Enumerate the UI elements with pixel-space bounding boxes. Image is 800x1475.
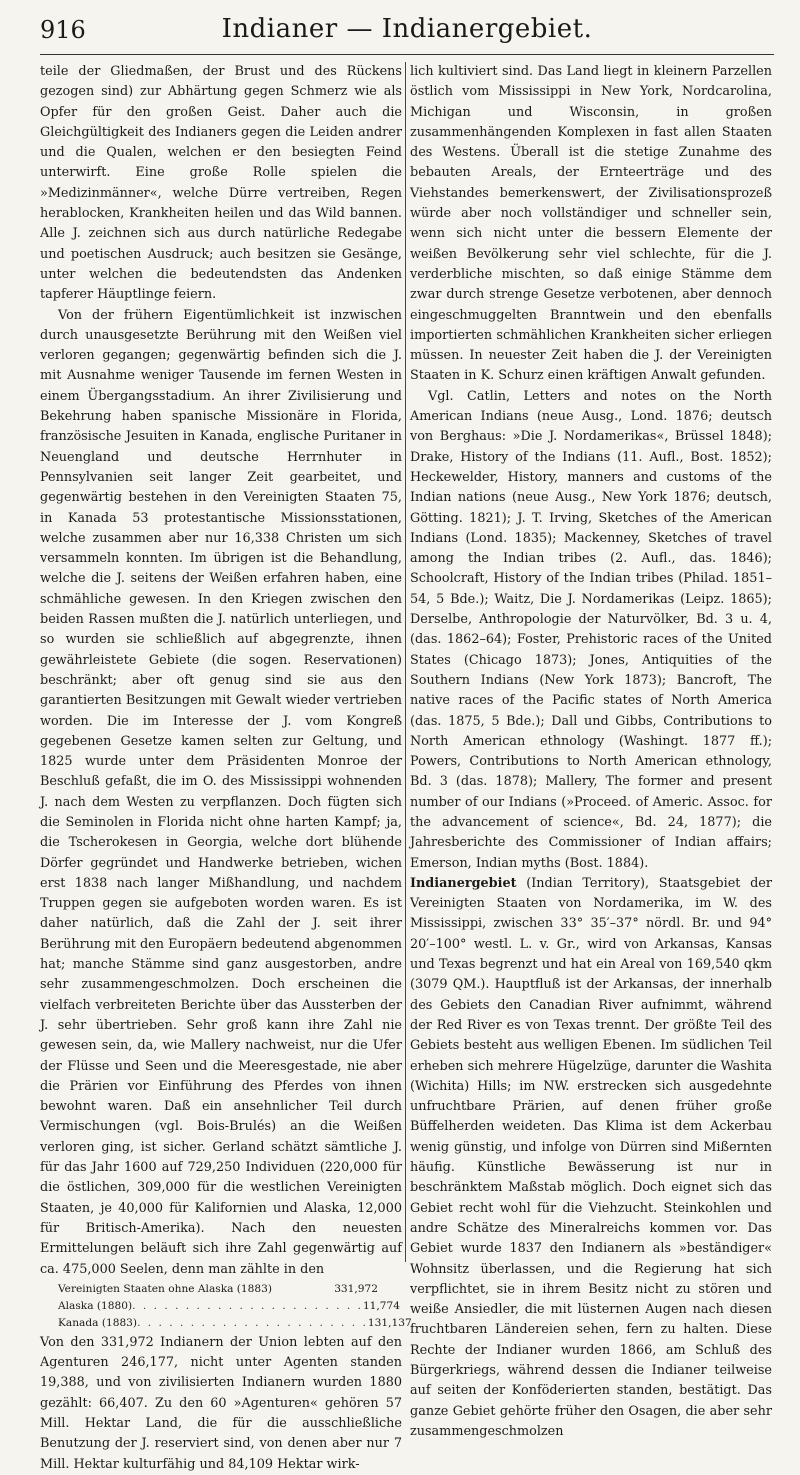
population-value: 331,972: [334, 1282, 378, 1295]
population-region: Alaska (1880): [58, 1299, 133, 1312]
population-row: [58, 1281, 378, 1298]
population-region: Kanada (1883): [58, 1316, 138, 1329]
left-column: [40, 62, 412, 1472]
population-table: [58, 1281, 412, 1332]
running-head: Indianer — Indianergebiet.: [221, 14, 593, 44]
paragraph-rituals: teile der Gliedmaßen, der Brust und des Rückens gezogen sind) zur Abhärtung gegen Schmerz wie als Opfer für den großen Geist. Daher auch die Gleichgültigkeit des Indianers gegen die Leiden andrer und die Qualen, welchen er den besiegten Feind unterwirft. Eine große Rolle spielen die »Medizinmänner«, welche Dürre vertreiben, Regen herablocken, Krankheiten heilen und das Wild bannen. Alle J. zeichnen sich aus durch natürliche Redegabe und poetischen Ausdruck; auch besitzen sie Gesänge, unter welchen die bedeutendsten das Andenken tapferer Häuptlinge feiern.: [40, 64, 402, 303]
entry-body: (Indian Territory), Staatsgebiet der Vereinigten Staaten von Nordamerika, im W. des Mississippi, zwischen 33° 35′–37° nördl. Br. und 94° 20′–100° westl. L. v. Gr., wird von Arkansas, Kansas und Texas begrenzt und hat ein Areal von 169,540 qkm (3079 QM.). Hauptfluß ist der Arkansas, der innerhalb des Gebiets den Canadian River aufnimmt, während der Red River es von Texas trennt. Der größte Teil des Gebiets besteht aus welligen Ebenen. Im südlichen Teil erheben sich mehrere Hügelzüge, darunter die Washita (Wichita) Hills; im NW. erstrecken sich ausgedehnte unfruchtbare Prärien, auf denen früher große Büffelherden weideten. Das Klima ist dem Ackerbau wenig günstig, und infolge von Dürren sind Mißernten häufig. Künstliche Bewässerung ist nur in beschränktem Maßstab möglich. Doch eignet sich das Gebiet recht wohl für die Viehzucht. Steinkohlen und andre Schätze des Mineralreichs kommen vor. Das Gebiet wurde 1837 den Indianern als »beständiger« Wohnsitz überlassen, und die Regierung hat sich verpflichtet, sie in ihrem Besitz nicht zu stören und weiße Ansiedler, die mit lüsternen Augen nach diesen fruchtbaren Ländereien sehen, fern zu halten. Diese Rechte der Indianer wurden 1866, am Schluß des Bürgerkriegs, während dessen die Indianer teilweise auf seiten der Konföderierten standen, bestätigt. Das ganze Gebiet gehörte früher den Osagen, die aber sehr zusammengeschmolzen: [410, 875, 772, 1439]
column-divider: [405, 62, 406, 1262]
leader-dots: . . . . . . . . . . . . . . . . . . . . . .: [137, 1316, 368, 1329]
population-row: [58, 1315, 412, 1332]
population-value: 11,774: [362, 1299, 401, 1312]
paragraph-bibliography: Vgl. Catlin, Letters and notes on the North American Indians (neue Ausg., Lond. 1876; deutsch von Berghaus: »Die J. Nordamerikas«, Brüssel 1848); Drake, History of the Indians (11. Aufl., Bost. 1852); Heckewelder, History, manners and customs of the Indian nations (neue Ausg., New York 1876; deutsch, Götting. 1821); J. T. Irving, Sketches of the American Indians (Lond. 1835); Mackenney, Sketches of travel among the Indian tribes (2. Aufl., das. 1846); Schoolcraft, History of the Indian tribes (Philad. 1851–54, 5 Bde.); Waitz, Die J. Nordamerikas (Leipz. 1865); Derselbe, Anthropologie der Naturvölker, Bd. 3 u. 4, (das. 1862–64); Foster, Prehistoric races of the United States (Chicago 1873); Jones, Antiquities of the Southern Indians (New York 1873); Bancroft, The native races of the Pacific states of North America (das. 1875, 5 Bde.); Dall und Gibbs, Contributions to North American ethnology (Washingt. 1877 ff.); Powers, Contributions to North American ethnology, Bd. 3 (das. 1878); Mallery, The former and present number of our Indians (»Proceed. of Americ. Assoc. for the advancement of science«, Bd. 24, 1877); die Jahresberichte des Commissioner of Indian affairs; Emerson, Indian myths (Bost. 1884).: [410, 388, 772, 871]
right-column: [410, 62, 772, 1439]
leader-dots: [272, 1281, 334, 1298]
population-value: 131,137: [367, 1316, 412, 1329]
paragraph-agencies: Von den 331,972 Indianern der Union lebten auf den Agenturen 246,177, nicht unter Agenten standen 19,388, und von zivilisierten Indianern wurden 1880 gezählt: 66,407. Zu den 60 »Agenturen« gehören 57 Mill. Hektar Land, die für die ausschließliche Benutzung der J. reserviert sind, von denen aber nur 7 Mill. Hektar kulturfähig und 84,109 Hektar wirk-: [40, 1334, 402, 1472]
leader-dots: . . . . . . . . . . . . . . . . . . . . . .: [132, 1299, 363, 1312]
population-region: Vereinigten Staaten ohne Alaska (1883): [58, 1282, 273, 1295]
page-number: 916: [40, 16, 86, 44]
page-header: [40, 10, 774, 55]
entry-headword: Indianergebiet: [410, 875, 517, 891]
entry-indianergebiet: [410, 874, 772, 1442]
paragraph-cultivation: lich kultiviert sind. Das Land liegt in kleinern Parzellen östlich vom Mississippi in New York, Nordcarolina, Michigan und Wisconsin, in großen zusammenhängenden Komplexen in fast allen Staaten des Westens. Überall ist die stetige Zunahme des bebauten Areals, der Ernteerträge und des Viehstandes bemerkenswert, der Zivilisationsprozeß würde aber noch vollständiger und schneller sein, wenn sich nicht unter die bessern Elemente der weißen Bevölkerung sehr viel schlechte, für die J. verderbliche mischten, so daß einige Stämme dem zwar durch strenge Gesetze verbotenen, aber dennoch eingeschmuggelten Branntwein und den ebenfalls importierten schmählichen Krankheiten sicher erliegen müssen. In neuester Zeit haben die J. der Vereinigten Staaten in K. Schurz einen kräftigen Anwalt gefunden.: [410, 64, 772, 384]
population-row: [58, 1298, 401, 1315]
paragraph-history: Von der frühern Eigentümlichkeit ist inzwischen durch unausgesetzte Berührung mit den Weißen viel verloren gegangen; gegenwärtig befinden sich die J. mit Ausnahme weniger Tausende im fernen Westen in einem Übergangsstadium. An ihrer Zivilisierung und Bekehrung haben spanische Missionäre in Florida, französische Jesuiten in Kanada, englische Puritaner in Neuengland und deutsche Herrnhuter in Pennsylvanien seit langer Zeit gearbeitet, und gegenwärtig bestehen in den Vereinigten Staaten 75, in Kanada 53 protestantische Missionsstationen, welche zusammen aber nur 16,338 Christen um sich versammeln konnten. Im übrigen ist die Behandlung, welche die J. seitens der Weißen erfahren haben, eine schmähliche gewesen. In den Kriegen zwischen den beiden Rassen mußten die J. natürlich unterliegen, und so wurden sie schließlich auf abgegrenzte, ihnen gewährleistete Gebiete (die sogen. Reservationen) beschränkt; aber oft genug sind sie aus den garantierten Besitzungen mit Gewalt wieder vertrieben worden. Die im Interesse der J. vom Kongreß gegebenen Gesetze kamen selten zur Geltung, und 1825 wurde unter dem Präsidenten Monroe der Beschluß gefaßt, die im O. des Mississippi wohnenden J. nach dem Westen zu verpflanzen. Doch fügten sich die Seminolen in Florida nicht ohne harten Kampf; ja, die Tscherokesen in Georgia, welche dort blühende Dörfer gegründet und Handwerke betrieben, wichen erst 1838 nach langer Mißhandlung, und nachdem Truppen gegen sie aufgeboten worden waren. Es ist daher natürlich, daß die Zahl der J. seit ihrer Berührung mit den Europäern bedeutend abgenommen hat; manche Stämme sind ganz ausgestorben, andre sehr zusammengeschmolzen. Doch erscheinen die vielfach verbreiteten Berichte über das Aussterben der J. sehr übertrieben. Sehr groß kann ihre Zahl nie gewesen sein, da, wie Mallery nachweist, nur die Ufer der Flüsse und Seen und die Meeresgestade, nie aber die Prärien vor Einführung des Pferdes von ihnen bewohnt waren. Daß ein ansehnlicher Teil durch Vermischungen (vgl. Bois-Brulés) an die Weißen verloren ging, ist sicher. Gerland schätzt sämtliche J. für das Jahr 1600 auf 729,250 Individuen (220,000 für die östlichen, 309,000 für die westlichen Vereinigten Staaten, je 40,000 für Kalifornien und Alaska, 12,000 für Britisch-Amerika). Nach den neuesten Ermittelungen beläuft sich ihre Zahl gegenwärtig auf ca. 475,000 Seelen, denn man zählte in den: [40, 307, 402, 1277]
